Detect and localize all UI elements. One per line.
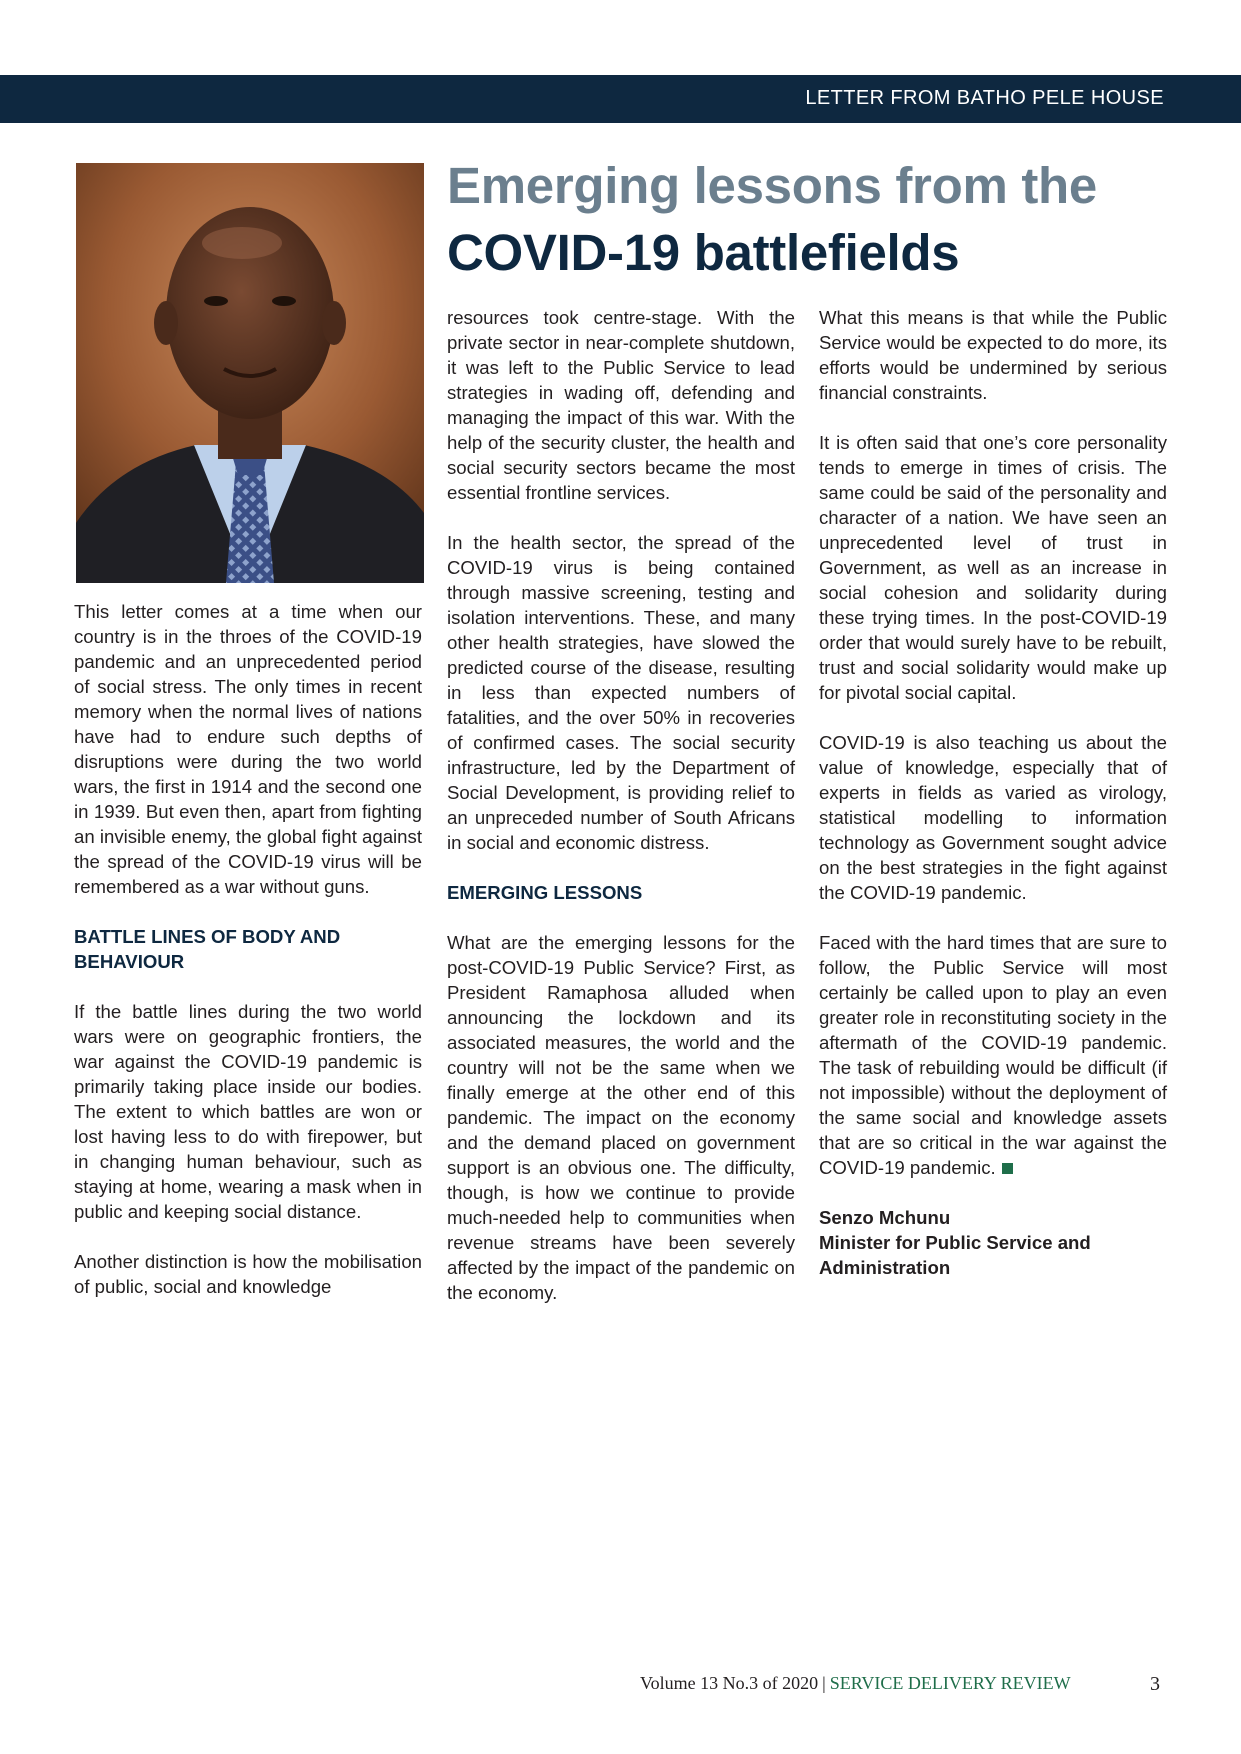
issue-label: Volume 13 No.3 of 2020 — [640, 1673, 819, 1693]
section-label: LETTER FROM BATHO PELE HOUSE — [805, 87, 1164, 109]
signature-name: Senzo Mchunu — [819, 1207, 951, 1228]
paragraph-final — [819, 930, 1167, 1180]
portrait-illustration — [76, 163, 424, 583]
title-line-2: COVID-19 battlefields — [447, 224, 960, 281]
magazine-name: SERVICE DELIVERY REVIEW — [829, 1673, 1071, 1693]
portrait-photo — [76, 163, 424, 583]
header-bar — [0, 75, 1241, 123]
page-footer — [640, 1673, 1160, 1703]
section-heading: BATTLE LINES OF BODY AND BEHAVIOUR — [74, 926, 341, 972]
end-mark-icon — [1002, 1163, 1013, 1174]
paragraph: COVID-19 is also teaching us about the value of knowledge, especially that of experts in fields as varied as virology, statistical modelling to information technology as Government sought advice on the best strategies in the fight against the COVID-19 pandemic. — [819, 732, 1167, 903]
page-number: 3 — [1150, 1673, 1160, 1695]
article-title — [447, 152, 1167, 286]
signature-title: Minister for Public Service and Administration — [819, 1232, 1091, 1278]
section-heading: EMERGING LESSONS — [447, 882, 643, 903]
column-2 — [447, 305, 795, 1330]
paragraph: In the health sector, the spread of the COVID-19 virus is being contained through massive screening, testing and isolation interventions. These, and many other health strategies, have slowed the predicted course of the disease, resulting in less than expected numbers of fatalities, and the over 50% in recoveries of confirmed cases. The social security infrastructure, led by the Department of Social Development, is providing relief to an unpreceded number of South Africans in social and economic distress. — [447, 532, 795, 853]
paragraph: It is often said that one’s core personality tends to emerge in times of crisis. The same could be said of the personality and character of a nation. We have seen an unprecedented level of trust in Government, as well as an increase in social cohesion and solidarity during these trying times. In the post-COVID-19 order that would surely have to be rebuilt, trust and social solidarity would make up for pivotal social capital. — [819, 432, 1167, 703]
footer-separator: | — [822, 1673, 826, 1693]
paragraph: What are the emerging lessons for the post-COVID-19 Public Service? First, as President Ramaphosa alluded when announcing the lockdown and its associated measures, the world and the country will not be the same when we finally emerge at the other end of this pandemic. The impact on the economy and the demand placed on government support is an obvious one. The difficulty, though, is how we continue to provide much-needed help to communities when revenue streams have been severely affected by the impact of the pandemic on the economy. — [447, 932, 795, 1303]
paragraph: What this means is that while the Public Service would be expected to do more, its efforts would be undermined by serious financial constraints. — [819, 307, 1167, 403]
column-3 — [819, 305, 1167, 1280]
column-1 — [74, 599, 422, 1324]
paragraph-text: Faced with the hard times that are sure to follow, the Public Service will most certainly be called upon to play an even greater role in reconstituting society in the aftermath of the COVID-19 pandemic. The task of rebuilding would be difficult (if not impossible) without the deployment of the same social and knowledge assets that are so critical in the war against the COVID-19 pandemic. — [819, 932, 1167, 1178]
paragraph: If the battle lines during the two world wars were on geographic frontiers, the war against the COVID-19 pandemic is primarily taking place inside our bodies. The extent to which battles are won or lost having less to do with firepower, but in changing human behaviour, such as staying at home, wearing a mask when in public and keeping social distance. — [74, 1001, 422, 1222]
paragraph: Another distinction is how the mobilisation of public, social and knowledge — [74, 1251, 422, 1297]
title-line-1: Emerging lessons from the — [447, 157, 1097, 214]
paragraph: This letter comes at a time when our country is in the throes of the COVID-19 pandemic and an unprecedented period of social stress. The only times in recent memory when the normal lives of nations have had to endure such depths of disruptions were during the two world wars, the first in 1914 and the second one in 1939. But even then, apart from fighting an invisible enemy, the global fight against the spread of the COVID-19 virus will be remembered as a war without guns. — [74, 601, 422, 897]
paragraph: resources took centre-stage. With the private sector in near-complete shutdown, it was left to the Public Service to lead strategies in wading off, defending and managing the impact of this war. With the help of the security cluster, the health and social security sectors became the most essential frontline services. — [447, 307, 795, 503]
signature-block — [819, 1205, 1167, 1280]
